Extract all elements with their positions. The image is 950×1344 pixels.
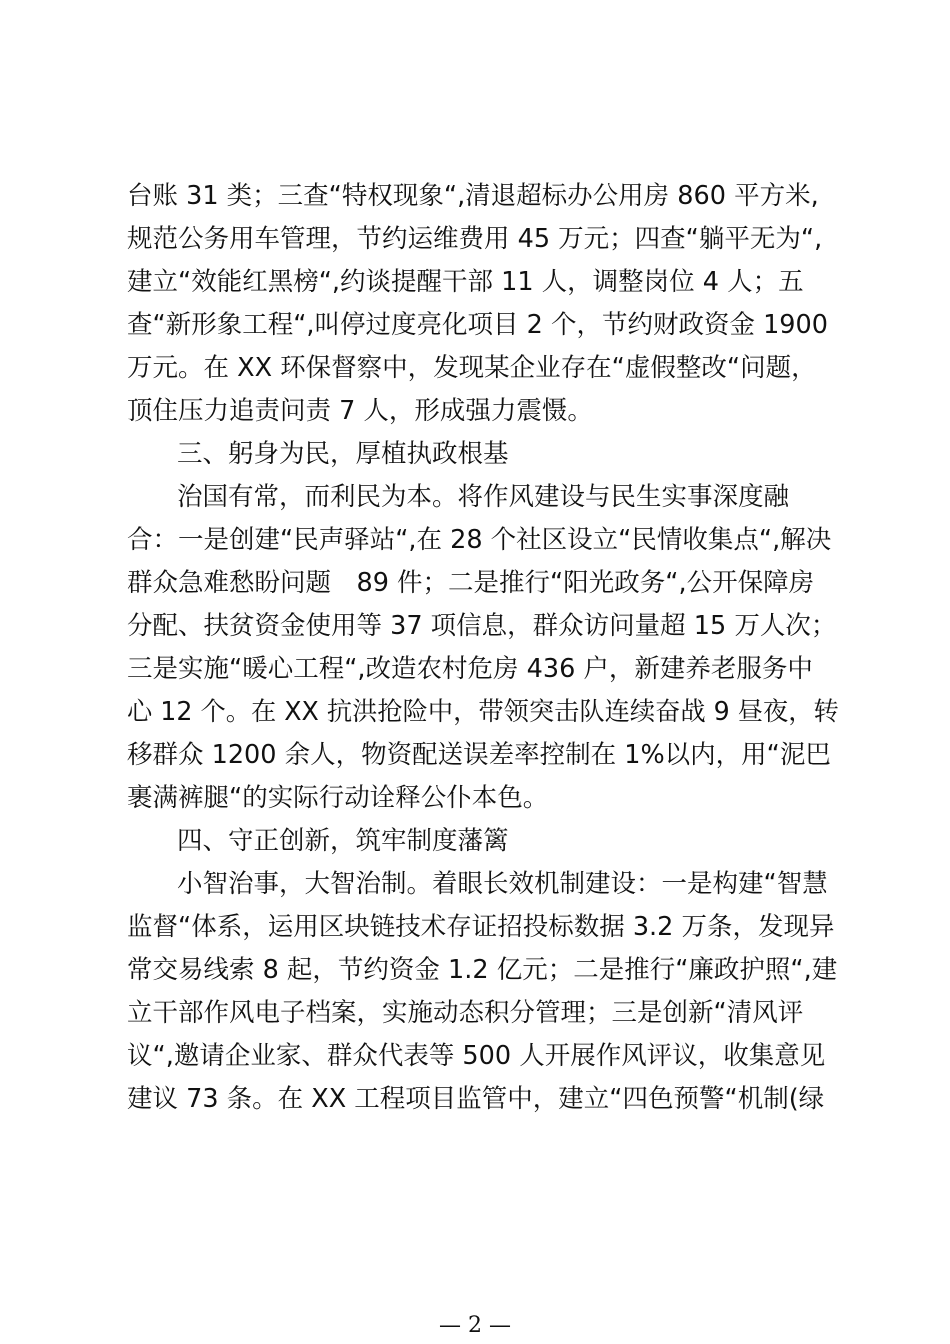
paragraph-first-line: 小智治事，大智治制。着眼长效机制建设：一是构建“智慧 — [177, 869, 828, 899]
text-line: 常交易线索 8 起，节约资金 1.2 亿元；二是推行“廉政护照“,建 — [127, 955, 838, 985]
text-line: 监督“体系，运用区块链技术存证招投标数据 3.2 万条，发现异 — [127, 912, 835, 942]
text-line: 移群众 1200 余人，物资配送误差率控制在 1%以内，用“泥巴 — [127, 740, 831, 770]
text-line: 群众急难愁盼问题 89 件；二是推行“阳光政务“,公开保障房 — [127, 568, 815, 598]
text-line: 立干部作风电子档案，实施动态积分管理；三是创新“清风评 — [127, 998, 804, 1028]
text-line: 建立“效能红黑榜“,约谈提醒干部 11 人，调整岗位 4 人；五 — [127, 267, 804, 297]
text-line: 心 12 个。在 XX 抗洪抢险中，带领突击队连续奋战 9 昼夜，转 — [127, 697, 839, 727]
text-line: 分配、扶贫资金使用等 37 项信息，群众访问量超 15 万人次； — [127, 611, 837, 641]
section-heading: 三、躬身为民，厚植执政根基 — [177, 439, 509, 469]
text-line: 三是实施“暖心工程“,改造农村危房 436 户，新建养老服务中 — [127, 654, 813, 684]
section-heading: 四、守正创新，筑牢制度藩篱 — [177, 826, 509, 856]
text-line: 建议 73 条。在 XX 工程项目监管中，建立“四色预警“机制(绿 — [127, 1084, 825, 1114]
page-number: — 2 — — [439, 1313, 511, 1338]
paragraph-first-line: 治国有常，而利民为本。将作风建设与民生实事深度融 — [177, 482, 790, 512]
text-line: 合：一是创建“民声驿站“,在 28 个社区设立“民情收集点“,解决 — [127, 525, 832, 555]
text-line: 议“,邀请企业家、群众代表等 500 人开展作风评议，收集意见 — [127, 1041, 826, 1071]
text-line: 顶住压力追责问责 7 人，形成强力震慑。 — [127, 396, 593, 426]
text-line: 台账 31 类；三查“特权现象“,清退超标办公用房 860 平方米, — [127, 181, 819, 211]
text-line: 规范公务用车管理，节约运维费用 45 万元；四查“躺平无为“, — [127, 224, 823, 254]
text-line: 万元。在 XX 环保督察中，发现某企业存在“虚假整改“问题， — [127, 353, 817, 383]
text-line: 裹满裤腿“的实际行动诠释公仆本色。 — [127, 783, 549, 813]
text-line: 查“新形象工程“,叫停过度亮化项目 2 个，节约财政资金 1900 — [127, 310, 828, 340]
